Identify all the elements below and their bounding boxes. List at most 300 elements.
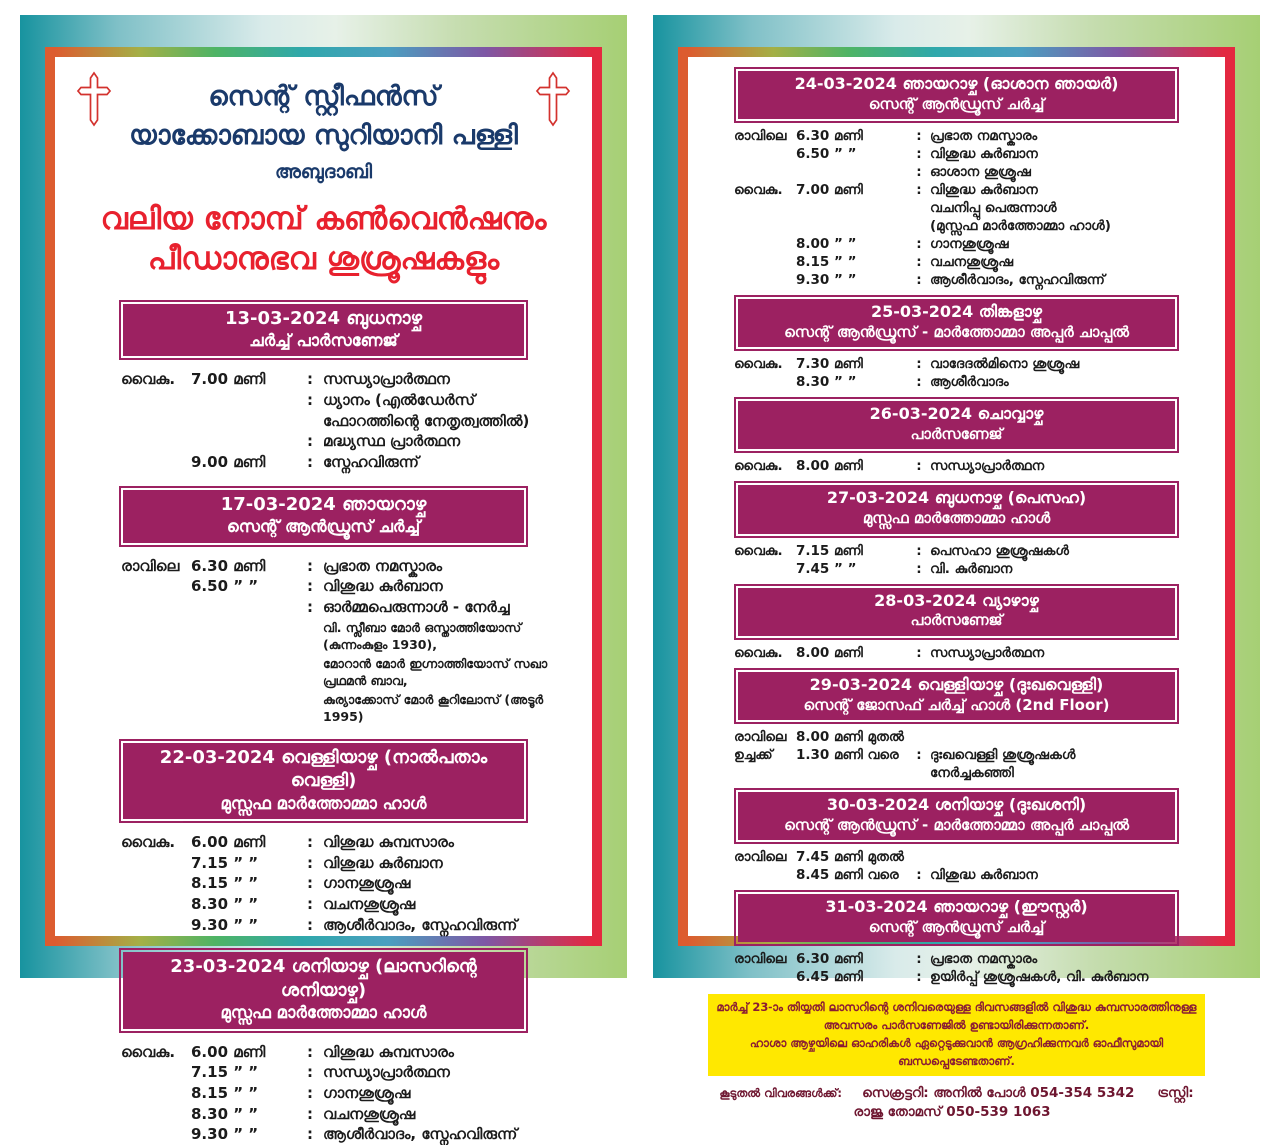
schedule-period — [734, 272, 796, 290]
event-block — [79, 486, 568, 726]
schedule-desc-line: ദുഃഖവെള്ളി ശുശ്രൂഷകൾ — [930, 747, 1076, 764]
schedule-row — [734, 543, 1201, 561]
schedule-period: രാവിലെ — [734, 849, 787, 866]
latin-cross-icon — [536, 71, 570, 131]
schedule-desc-line: വചനശുശ്രൂഷ — [323, 895, 416, 914]
schedule-period — [121, 431, 191, 452]
schedule-time: 8.30 ” ” — [191, 895, 259, 914]
schedule-colon: : — [916, 969, 922, 986]
event-date: 29-03-2024 വെള്ളിയാഴ്ച (ദുഃഖവെള്ളി) — [809, 674, 1104, 694]
event-date-box — [734, 788, 1179, 844]
schedule-row — [121, 894, 562, 915]
schedule-row — [121, 576, 562, 597]
schedule-period — [121, 597, 191, 726]
event-date-box-inner — [123, 743, 524, 819]
schedule-period — [121, 1124, 191, 1145]
schedule-desc-line: സന്ധ്യാപ്രാർത്ഥന — [323, 370, 450, 389]
schedule-colon: : — [916, 951, 922, 968]
schedule-row — [734, 272, 1201, 290]
schedule-colon: : — [307, 432, 313, 451]
schedule-desc — [930, 164, 1201, 182]
schedule-period: രാവിലെ — [734, 128, 787, 145]
schedule-desc — [323, 369, 562, 390]
schedule-desc-line: ഓശാന ശുശ്രൂഷ — [930, 164, 1031, 181]
schedule-row — [121, 390, 562, 431]
schedule-period: രാവിലെ — [734, 729, 787, 746]
schedule-desc — [930, 951, 1201, 969]
event-schedule — [79, 832, 568, 935]
event-block — [79, 739, 568, 936]
left-page — [45, 47, 602, 1144]
schedule-time: 6.30 മണി — [796, 951, 863, 968]
schedule-desc-line: വിശുദ്ധ കുമ്പസാരം — [323, 832, 454, 851]
event-date-box-inner — [738, 299, 1175, 347]
event-block — [706, 481, 1207, 578]
schedule-desc — [323, 853, 562, 874]
schedule-desc — [930, 645, 1201, 663]
event-schedule — [706, 458, 1207, 476]
event-block — [706, 67, 1207, 290]
schedule-row — [734, 128, 1201, 146]
event-date-box-inner — [738, 672, 1175, 720]
event-date: 22-03-2024 വെള്ളിയാഴ്ച (നാൽപതാം വെള്ളി) — [159, 746, 488, 792]
schedule-colon: : — [307, 556, 313, 575]
schedule-desc-line: ആശീർവാദം, സ്നേഹവിരുന്ന് — [930, 271, 1105, 288]
schedule-period: വൈകു. — [734, 356, 783, 373]
flyer-title-line1: വലിയ നോമ്പ് കൺവെൻഷനും — [100, 201, 547, 237]
event-venue: സെന്റ് ആൻഡ്രൂസ് ചർച്ച് — [226, 517, 421, 537]
schedule-period — [121, 915, 191, 936]
schedule-colon: : — [916, 644, 922, 661]
latin-cross-icon — [77, 71, 111, 131]
schedule-desc — [323, 1042, 562, 1063]
event-schedule — [706, 356, 1207, 392]
schedule-colon: : — [916, 128, 922, 145]
schedule-row — [734, 561, 1201, 579]
schedule-time: 6.50 ” ” — [191, 577, 259, 596]
event-date: 24-03-2024 ഞായറാഴ്ച (ഓശാന ഞായർ) — [794, 74, 1119, 93]
schedule-desc — [930, 543, 1201, 561]
schedule-time: 9.30 ” ” — [191, 1125, 259, 1144]
event-date: 17-03-2024 ഞായറാഴ്ച — [220, 493, 427, 515]
footer-label: കൂടുതൽ വിവരങ്ങൾക്ക്: — [719, 1085, 842, 1100]
event-date-box-inner — [738, 401, 1175, 449]
event-venue: മുസ്സഫ മാർത്തോമ്മാ ഹാൾ — [220, 1003, 427, 1023]
right-page — [678, 47, 1235, 1120]
schedule-row — [121, 452, 562, 473]
schedule-time: 7.00 മണി — [796, 182, 863, 199]
schedule-desc — [930, 729, 1201, 747]
schedule-colon — [908, 849, 930, 867]
schedule-colon: : — [307, 853, 313, 872]
schedule-colon: : — [307, 895, 313, 914]
schedule-row — [734, 182, 1201, 236]
schedule-row — [121, 1083, 562, 1104]
event-venue: പാർസണേജ് — [910, 424, 1003, 443]
schedule-desc — [323, 390, 562, 431]
schedule-note-line: കുര്യാക്കോസ് മോർ കൂറിലോസ് (അടൂർ 1995) — [323, 691, 544, 725]
schedule-desc-line: ഉയിർപ്പ് ശുശ്രൂഷകൾ, വി. കുർബാന — [930, 969, 1149, 986]
schedule-time: 9.00 മണി — [191, 453, 266, 472]
event-block — [706, 668, 1207, 783]
schedule-row — [121, 832, 562, 853]
event-schedule — [706, 645, 1207, 663]
schedule-desc — [323, 1062, 562, 1083]
event-date: 23-03-2024 ശനിയാഴ്ച (ലാസറിന്റെ ശനിയാഴ്ച) — [170, 956, 477, 1001]
schedule-colon: : — [916, 236, 922, 253]
event-date: 28-03-2024 വ്യാഴാഴ്ച — [874, 590, 1039, 610]
event-block — [706, 295, 1207, 392]
schedule-time: 9.30 ” ” — [796, 271, 857, 288]
schedule-colon: : — [307, 391, 313, 410]
schedule-row — [121, 1062, 562, 1083]
event-block — [706, 788, 1207, 885]
schedule-colon: : — [307, 832, 313, 851]
schedule-colon: : — [307, 1125, 313, 1144]
schedule-colon: : — [307, 1084, 313, 1102]
schedule-desc — [323, 832, 562, 853]
schedule-time: 6.30 മണി — [191, 556, 266, 575]
schedule-colon: : — [307, 370, 313, 389]
schedule-desc-line: വിശുദ്ധ കുർബാന — [930, 182, 1038, 199]
schedule-row — [734, 356, 1201, 374]
schedule-desc-line: (മുസ്സഫ മാർത്തോമ്മാ ഹാൾ) — [930, 218, 1111, 235]
schedule-desc — [323, 597, 562, 726]
event-date-box — [734, 481, 1179, 537]
event-venue: മുസ്സഫ മാർത്തോമ്മാ ഹാൾ — [862, 509, 1051, 528]
schedule-desc — [323, 915, 562, 936]
schedule-desc-line: വി. കുർബാന — [930, 560, 1013, 577]
event-schedule — [706, 128, 1207, 290]
events-list-left — [79, 300, 568, 1145]
event-date-box — [119, 300, 528, 361]
schedule-note-line: മോറാൻ മോർ ഇഗ്നാത്തിയോസ് സഖാ പ്രഥമൻ ബാവ, — [323, 655, 548, 689]
schedule-desc-line: വിശുദ്ധ കുർബാന — [930, 867, 1038, 884]
schedule-colon: : — [307, 1042, 313, 1061]
schedule-desc-line: മദ്ധ്യസ്ഥ പ്രാർത്ഥന — [323, 432, 461, 451]
schedule-colon: : — [307, 598, 313, 617]
schedule-desc-line: വാദേദൽമിനൊ ശുശ്രൂഷ — [930, 356, 1080, 373]
event-block — [79, 300, 568, 473]
event-date: 30-03-2024 ശനിയാഴ്ച (ദുഃഖശനി) — [826, 794, 1087, 814]
schedule-desc — [930, 146, 1201, 164]
event-date-box-inner — [123, 304, 524, 357]
schedule-desc — [930, 374, 1201, 392]
schedule-row — [734, 146, 1201, 164]
schedule-period — [121, 576, 191, 597]
event-schedule — [79, 556, 568, 726]
event-date-box — [734, 295, 1179, 351]
schedule-desc-line: വചനശുശ്രൂഷ — [930, 253, 1014, 270]
event-schedule — [706, 951, 1207, 987]
schedule-desc — [930, 561, 1201, 579]
schedule-desc — [930, 849, 1201, 867]
schedule-row — [734, 374, 1201, 392]
schedule-period — [121, 1083, 191, 1104]
schedule-time: 9.30 ” ” — [191, 915, 259, 934]
schedule-colon: : — [916, 560, 922, 577]
schedule-colon: : — [916, 253, 922, 270]
schedule-time: 8.00 മണി — [796, 644, 863, 661]
schedule-desc — [930, 236, 1201, 254]
event-date-box — [734, 397, 1179, 453]
schedule-colon — [908, 729, 930, 747]
flyer-title — [79, 199, 568, 280]
schedule-desc-line: സ്നേഹവിരുന്ന് — [323, 453, 419, 472]
schedule-time: 7.00 മണി — [191, 370, 266, 389]
schedule-time: 7.45 ” ” — [796, 560, 857, 577]
schedule-desc — [930, 254, 1201, 272]
schedule-row — [734, 236, 1201, 254]
event-date-box-inner — [738, 588, 1175, 636]
notice-line: ഹാശാ ആഴ്ചയിലെ ഓഹരികൾ ഏറ്റെടുക്കുവാൻ ആഗ്രഹിക്കുന്നവർ ഓഫീസുമായി ബന്ധപ്പെടേണ്ടതാണ്. — [749, 1035, 1164, 1068]
event-venue: സെന്റ് ആൻഡ്രൂസ് ചർച്ച് — [868, 917, 1045, 936]
schedule-desc-line: ഗാനശുശ്രൂഷ — [323, 874, 411, 893]
schedule-desc-line: ഓർമ്മപെരുന്നാൾ - നേർച്ച — [323, 598, 510, 617]
schedule-colon: : — [307, 1063, 313, 1082]
schedule-desc-line: ആശീർവാദം — [930, 374, 1009, 391]
event-date: 25-03-2024 തിങ്കളാഴ്ച — [870, 301, 1043, 321]
schedule-desc — [323, 452, 562, 473]
event-date-box-inner — [123, 490, 524, 543]
schedule-time — [191, 431, 297, 452]
event-block — [706, 584, 1207, 663]
schedule-period — [121, 390, 191, 431]
event-date-box — [119, 486, 528, 547]
event-venue: പാർസണേജ് — [910, 611, 1003, 630]
schedule-desc-line: ധ്യാനം (എൽഡേർസ് — [323, 391, 476, 410]
schedule-time: 6.00 മണി — [191, 832, 266, 851]
event-date: 26-03-2024 ചൊവ്വാഴ്ച — [869, 404, 1044, 424]
schedule-desc — [930, 458, 1201, 476]
event-block — [79, 948, 568, 1145]
confession-notice — [708, 994, 1205, 1075]
schedule-desc — [930, 969, 1201, 987]
schedule-period — [734, 969, 796, 987]
schedule-desc — [323, 894, 562, 915]
event-schedule — [706, 543, 1207, 579]
schedule-desc-line: ഗാനശുശ്രൂഷ — [323, 1084, 411, 1102]
flyer-title-line2: പീഡാനുഭവ ശുശ്രൂഷകളും — [147, 241, 500, 278]
event-date-box — [734, 890, 1179, 946]
event-venue: സെന്റ് ആൻഡ്രൂസ് - മാർത്തോമ്മാ അപ്പർ ചാപ്പൽ — [784, 815, 1129, 834]
church-header — [79, 81, 568, 183]
church-location: അബുദാബി — [274, 161, 373, 183]
schedule-period — [734, 374, 796, 392]
notice-line: മാർച്ച് 23-ാം തിയ്യതി ലാസറിന്റെ ശനിവരെയുള്ള ദിവസങ്ങളിൽ വിശുദ്ധ കുമ്പസാരത്തിനുള്ള അവസരം പാർസണേജിൽ ഉണ്ടായിരിക്കുന്നതാണ്. — [716, 1000, 1197, 1033]
event-venue: സെന്റ് ആൻഡ്രൂസ് - മാർത്തോമ്മാ അപ്പർ ചാപ്പൽ — [784, 322, 1129, 341]
schedule-period — [734, 867, 796, 885]
schedule-desc-line: ആശീർവാദം, സ്നേഹവിരുന്ന് — [323, 1125, 518, 1144]
schedule-row — [734, 849, 1201, 867]
schedule-time: 8.30 ” ” — [191, 1104, 259, 1123]
schedule-row — [121, 369, 562, 390]
event-date-box-inner — [738, 71, 1175, 119]
schedule-row — [121, 1042, 562, 1063]
schedule-desc — [323, 431, 562, 452]
church-name-line1: സെന്റ് സ്റ്റീഫൻസ് — [208, 81, 439, 112]
event-date-box — [734, 67, 1179, 123]
schedule-time: 8.15 ” ” — [796, 253, 857, 270]
schedule-row — [121, 431, 562, 452]
schedule-desc — [930, 867, 1201, 885]
event-date-box — [734, 668, 1179, 724]
schedule-row — [121, 556, 562, 577]
event-date-box-inner — [738, 792, 1175, 840]
contact-footer — [706, 1082, 1207, 1120]
church-name-line2: യാക്കോബായ സുറിയാനി പള്ളി — [129, 120, 518, 151]
schedule-period — [121, 452, 191, 473]
schedule-period: വൈകു. — [734, 644, 783, 661]
schedule-period: വൈകു. — [121, 1042, 176, 1061]
schedule-row — [121, 1124, 562, 1145]
schedule-colon: : — [307, 874, 313, 893]
schedule-colon: : — [307, 915, 313, 934]
schedule-time — [796, 164, 908, 182]
schedule-time: 8.15 ” ” — [191, 1084, 259, 1102]
schedule-time: 8.00 മണി — [796, 458, 863, 475]
schedule-desc — [323, 1124, 562, 1145]
schedule-time — [191, 597, 297, 726]
schedule-desc-line: ഗാനശുശ്രൂഷ — [930, 236, 1009, 253]
schedule-period: ഉച്ചക്ക് — [734, 747, 773, 764]
schedule-colon: : — [307, 1104, 313, 1123]
schedule-row — [121, 915, 562, 936]
schedule-row — [734, 645, 1201, 663]
schedule-desc — [323, 1104, 562, 1125]
schedule-desc-line: ഫോറത്തിന്റെ നേതൃത്വത്തിൽ) — [323, 411, 530, 430]
schedule-desc-line: വിശുദ്ധ കുർബാന — [323, 577, 443, 596]
schedule-time: 7.15 മണി — [796, 542, 863, 559]
schedule-time: 7.30 മണി — [796, 356, 863, 373]
schedule-desc — [930, 747, 1201, 783]
schedule-row — [734, 747, 1201, 783]
schedule-colon: : — [916, 182, 922, 199]
schedule-colon: : — [916, 356, 922, 373]
event-schedule — [706, 729, 1207, 783]
schedule-desc — [930, 272, 1201, 290]
schedule-period — [121, 894, 191, 915]
schedule-time: 8.00 ” ” — [796, 236, 857, 253]
schedule-row — [734, 867, 1201, 885]
event-venue: സെന്റ് ആൻഡ്രൂസ് ചർച്ച് — [868, 94, 1045, 113]
schedule-desc-line: വിശുദ്ധ കുർബാന — [323, 853, 443, 872]
schedule-time: 7.45 മണി മുതൽ — [796, 849, 904, 866]
schedule-desc-line: സന്ധ്യാപ്രാർത്ഥന — [930, 458, 1045, 475]
schedule-period: രാവിലെ — [121, 556, 180, 575]
schedule-desc-line: വിശുദ്ധ കുർബാന — [930, 146, 1038, 163]
schedule-period: രാവിലെ — [734, 951, 787, 968]
event-date-box — [119, 739, 528, 823]
schedule-desc — [323, 556, 562, 577]
schedule-desc-line: പ്രഭാത നമസ്കാരം — [930, 951, 1038, 968]
schedule-time: 7.15 ” ” — [191, 1063, 259, 1082]
event-date-box-inner — [123, 952, 524, 1028]
schedule-desc-line: സന്ധ്യാപ്രാർത്ഥന — [323, 1063, 450, 1082]
schedule-time: 1.30 മണി വരെ — [796, 747, 899, 764]
schedule-period — [734, 236, 796, 254]
schedule-time: 8.15 ” ” — [191, 874, 259, 893]
schedule-row — [121, 873, 562, 894]
schedule-desc-line: വചനശുശ്രൂഷ — [323, 1104, 416, 1123]
schedule-time — [191, 390, 297, 431]
schedule-period — [734, 146, 796, 164]
event-date-box — [119, 948, 528, 1032]
schedule-colon: : — [916, 747, 922, 764]
schedule-row — [121, 1104, 562, 1125]
event-date-box-inner — [738, 485, 1175, 533]
schedule-note-line: വി. സ്ലീബാ മോർ ഒസ്താത്തിയോസ് (കുന്നംകുളം 1930), — [323, 619, 522, 653]
schedule-row — [734, 729, 1201, 747]
events-list-right — [706, 67, 1207, 987]
event-date-box — [734, 584, 1179, 640]
schedule-desc-line: വചനിപ്പു പെരുന്നാൾ — [930, 200, 1057, 217]
schedule-time: 6.45 മണി — [796, 969, 863, 986]
schedule-colon: : — [916, 867, 922, 884]
schedule-period — [121, 1062, 191, 1083]
schedule-period: വൈകു. — [121, 832, 176, 851]
schedule-colon: : — [916, 146, 922, 163]
event-schedule — [706, 849, 1207, 885]
schedule-desc — [930, 356, 1201, 374]
schedule-period: വൈകു. — [121, 370, 176, 389]
schedule-colon: : — [916, 164, 922, 181]
event-block — [706, 397, 1207, 476]
schedule-time: 6.00 മണി — [191, 1042, 266, 1061]
schedule-row — [121, 597, 562, 726]
event-date: 13-03-2024 ബുധനാഴ്ച — [224, 307, 423, 329]
event-date-box-inner — [738, 894, 1175, 942]
schedule-period — [734, 561, 796, 579]
right-page-card — [653, 15, 1260, 1120]
schedule-desc — [323, 1083, 562, 1104]
schedule-period — [734, 254, 796, 272]
schedule-time: 8.00 മണി മുതൽ — [796, 729, 904, 746]
schedule-time: 6.30 മണി — [796, 128, 863, 145]
schedule-colon: : — [916, 542, 922, 559]
schedule-desc-line: നേർച്ചകഞ്ഞി — [930, 764, 1014, 781]
schedule-period — [121, 873, 191, 894]
event-schedule — [79, 1042, 568, 1145]
event-schedule — [79, 369, 568, 472]
schedule-desc — [930, 128, 1201, 146]
schedule-row — [734, 458, 1201, 476]
left-page-card — [20, 15, 627, 1144]
schedule-period — [121, 1104, 191, 1125]
schedule-desc — [323, 576, 562, 597]
event-date: 27-03-2024 ബുധനാഴ്ച (പെസഹ) — [826, 488, 1087, 508]
schedule-colon: : — [307, 453, 313, 472]
schedule-time: 8.45 മണി വരെ — [796, 867, 899, 884]
schedule-desc-line: ആശീർവാദം, സ്നേഹവിരുന്ന് — [323, 915, 518, 934]
schedule-period: വൈകു. — [734, 182, 783, 199]
schedule-colon: : — [916, 458, 922, 475]
schedule-colon: : — [916, 271, 922, 288]
trustee-contact: ട്രസ്റ്റി: രാജു തോമസ് 050-539 1063 — [853, 1084, 1194, 1120]
schedule-colon: : — [307, 577, 313, 596]
schedule-desc-line: പ്രഭാത നമസ്കാരം — [323, 556, 443, 575]
event-block — [706, 890, 1207, 987]
schedule-time: 8.30 ” ” — [796, 374, 857, 391]
schedule-time: 7.15 ” ” — [191, 853, 259, 872]
schedule-period — [734, 164, 796, 182]
schedule-period: വൈകു. — [734, 458, 783, 475]
schedule-period — [121, 853, 191, 874]
schedule-row — [734, 969, 1201, 987]
schedule-desc-line: വിശുദ്ധ കുമ്പസാരം — [323, 1042, 454, 1061]
schedule-row — [734, 164, 1201, 182]
schedule-desc-line: പ്രഭാത നമസ്കാരം — [930, 128, 1038, 145]
